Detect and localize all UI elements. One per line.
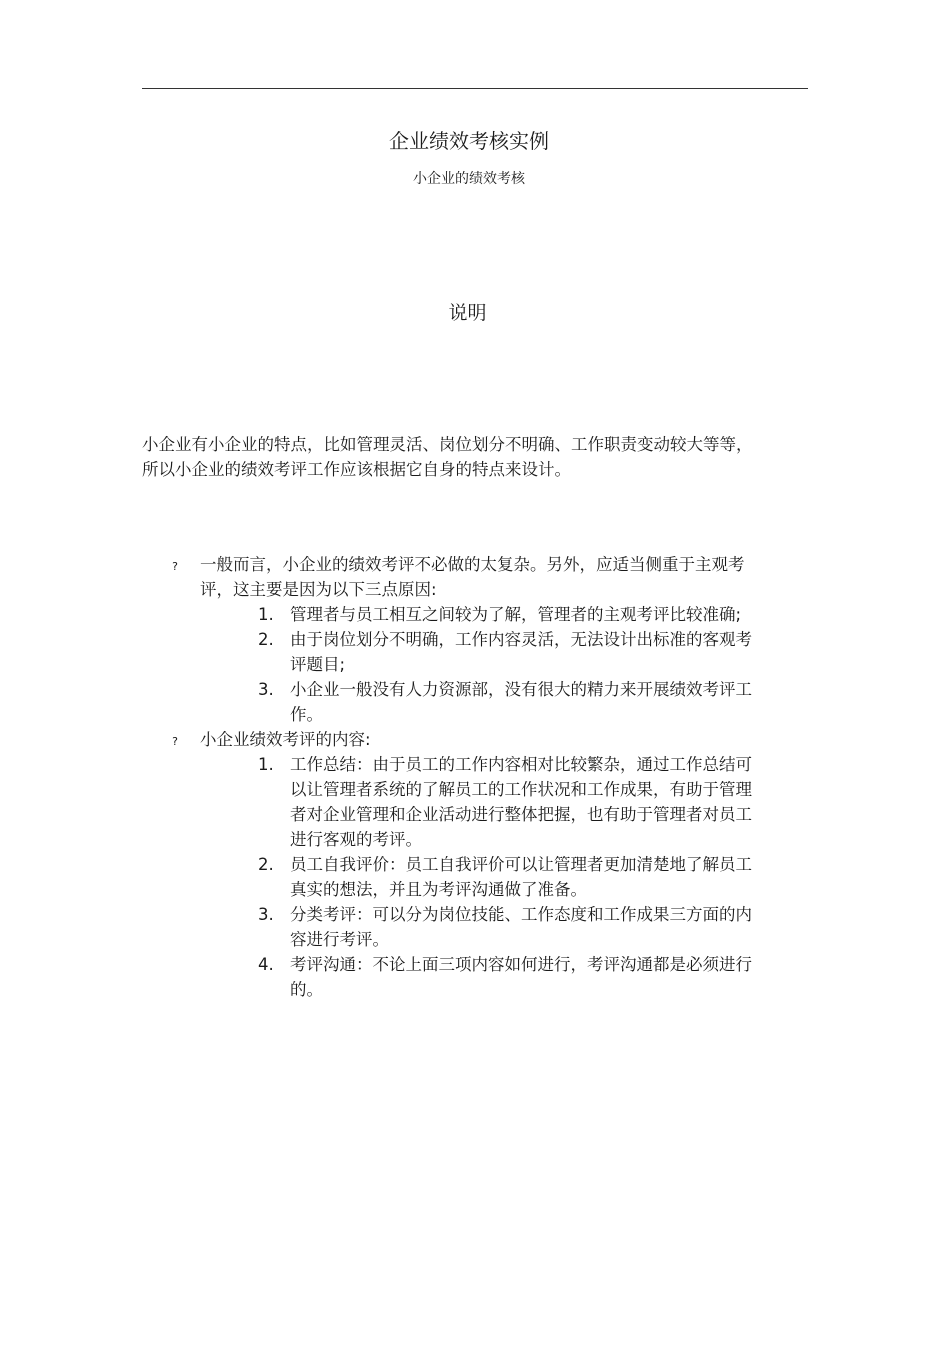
list-item-text: 分类考评：可以分为岗位技能、工作态度和工作成果三方面的内容进行考评。: [290, 905, 752, 949]
bullet-text: 小企业绩效考评的内容:: [200, 730, 371, 749]
list-number: 2.: [258, 630, 274, 649]
list-item-text: 工作总结：由于员工的工作内容相对比较繁杂，通过工作总结可以让管理者系统的了解员工的工作状况和工作成果，有助于管理者对企业管理和企业活动进行整体把握，也有助于管理者对员工进行客观的考评。: [290, 755, 752, 849]
list-number: 1.: [258, 605, 274, 624]
list-item-text: 员工自我评价：员工自我评价可以让管理者更加清楚地了解员工真实的想法，并且为考评沟通做了准备。: [290, 855, 752, 899]
list-item: [258, 627, 768, 677]
contents-list: [200, 752, 768, 1002]
document-subtitle: 小企业的绩效考核: [413, 171, 525, 187]
bullet-marker: ?: [172, 735, 178, 748]
list-number: 2.: [258, 855, 274, 874]
bullet-list: [168, 552, 768, 1002]
bullet-marker: ?: [172, 560, 178, 573]
bullet-item: [168, 727, 768, 1002]
list-item: [258, 752, 768, 852]
intro-paragraph: 小企业有小企业的特点，比如管理灵活、岗位划分不明确、工作职责变动较大等等，所以小企业的绩效考评工作应该根据它自身的特点来设计。: [142, 435, 753, 479]
section-heading: 说明: [448, 302, 487, 324]
top-divider: [142, 88, 808, 89]
document-title: 企业绩效考核实例: [389, 129, 549, 153]
list-number: 3.: [258, 680, 274, 699]
list-item-text: 管理者与员工相互之间较为了解，管理者的主观考评比较准确;: [290, 605, 742, 624]
list-item-text: 由于岗位划分不明确，工作内容灵活，无法设计出标准的客观考评题目;: [290, 630, 752, 674]
list-number: 1.: [258, 755, 274, 774]
list-number: 3.: [258, 905, 274, 924]
bullet-item: [168, 552, 768, 727]
list-item: [258, 952, 768, 1002]
list-number: 4.: [258, 955, 274, 974]
list-item-text: 考评沟通：不论上面三项内容如何进行，考评沟通都是必须进行的。: [290, 955, 752, 999]
list-item: [258, 852, 768, 902]
bullet-text: 一般而言，小企业的绩效考评不必做的太复杂。另外，应适当侧重于主观考评，这主要是因为以下三点原因:: [200, 555, 745, 599]
list-item: [258, 677, 768, 727]
list-item: [258, 902, 768, 952]
reasons-list: [200, 602, 768, 727]
list-item: [258, 602, 768, 627]
list-item-text: 小企业一般没有人力资源部，没有很大的精力来开展绩效考评工作。: [290, 680, 752, 724]
